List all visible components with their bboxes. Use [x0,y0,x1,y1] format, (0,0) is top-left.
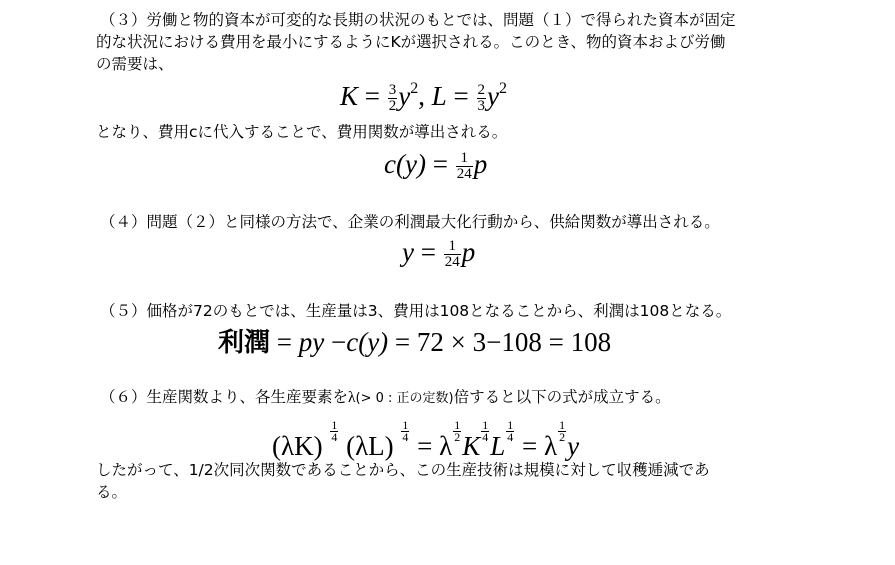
profit-minus-1: − [330,327,347,357]
demand-equation [340,80,507,114]
supply-p: p [461,237,476,267]
homogeneity-equation [272,420,579,462]
para6-text-b: 倍すると以下の式が成立する。 [453,388,671,406]
f-exp3 [453,420,461,443]
supply-fraction [444,239,461,270]
f-L: L [490,431,506,461]
para5-line1: （５）価格が72のもとでは、生産量は3、費用は108となることから、利潤は108となる。 [100,302,732,320]
frac-num: 3 [388,82,397,99]
eq-y1: y [398,81,411,111]
eq-equals-2: = [453,81,469,111]
f-term2: (λL) [346,431,394,461]
para6-lambda: λ [348,389,356,406]
eq-exp2: 2 [498,80,507,97]
profit-py: py [298,327,325,357]
supply-equals: = [420,237,436,267]
f-exp6 [558,420,566,443]
profit-minus-108: −108 [486,327,542,357]
cost-equals: = [432,149,448,179]
para3-line3: の需要は、 [96,55,174,73]
frac-den: 4 [331,430,338,444]
para6-text-a: （６）生産関数より、各生産要素を [100,388,349,406]
f-exp2 [401,420,409,443]
eq-K: K [340,81,359,111]
frac-den: 24 [456,166,472,183]
eq-fraction-3-2 [388,83,398,114]
frac-num: 1 [331,418,338,432]
para6-condition: (> 0 : 正の定数) [355,391,454,406]
f-exp5 [506,420,514,443]
profit-result: = 108 [548,327,612,357]
para6-line3: る。 [96,483,128,501]
frac-num: 1 [507,418,514,432]
eq-comma: , [418,81,425,111]
f-equals-lambda-1: = λ [417,431,453,461]
para6-line1 [100,387,671,409]
frac-den: 4 [402,430,409,444]
frac-num: 1 [454,418,461,432]
supply-function [402,236,475,270]
frac-den: 4 [507,430,514,444]
eq-equals-1: = [364,81,380,111]
supply-y: y [402,237,414,267]
frac-num: 1 [482,418,489,432]
frac-num: 2 [477,82,485,99]
profit-c: c [346,327,359,357]
f-exp1 [330,420,338,443]
para4-line1: （４）問題（２）と同様の方法で、企業の利潤最大化行動から、供給関数が導出される。 [100,213,720,231]
cost-p: p [473,149,488,179]
frac-den: 3 [477,98,485,115]
cost-arg: (y) [395,149,426,179]
frac-den: 2 [454,430,461,444]
eq-L: L [431,81,447,111]
profit-equals-72: = 72 [394,327,444,357]
f-K: K [462,431,481,461]
para3-line4: となり、費用cに代入することで、費用関数が導出される。 [96,123,508,141]
cost-c: c [384,149,396,179]
frac-num: 1 [444,239,461,255]
profit-equals-1: = [276,327,292,357]
frac-den: 24 [444,254,460,271]
f-y: y [567,431,580,461]
para3-line1: （３）労働と物的資本が可変的な長期の状況のもとでは、問題（１）で得られた資本が固定 [100,11,736,29]
eq-exp1: 2 [410,80,419,97]
profit-times-3: × 3 [450,327,487,357]
frac-num: 1 [402,418,409,432]
profit-arg: (y) [358,327,389,357]
f-equals-lambda-2: = λ [522,431,558,461]
eq-y2: y [487,81,499,111]
eq-fraction-2-3 [477,83,487,114]
frac-num: 1 [559,418,566,432]
f-term1: (λK) [272,431,323,461]
profit-equation [218,326,611,359]
cost-fraction [456,151,473,182]
f-exp4 [481,420,489,443]
frac-den: 2 [559,430,566,444]
frac-den: 4 [482,430,489,444]
cost-function [384,148,487,182]
frac-den: 2 [388,98,397,115]
frac-num: 1 [456,151,473,167]
profit-word: 利潤 [218,328,271,358]
para3-line2: 的な状況における費用を最小にするようにKが選択される。このとき、物的資本および労働 [96,33,726,51]
para6-line2: したがって、1/2次同次関数であることから、この生産技術は規模に対して収穫逓減であ [96,461,710,479]
